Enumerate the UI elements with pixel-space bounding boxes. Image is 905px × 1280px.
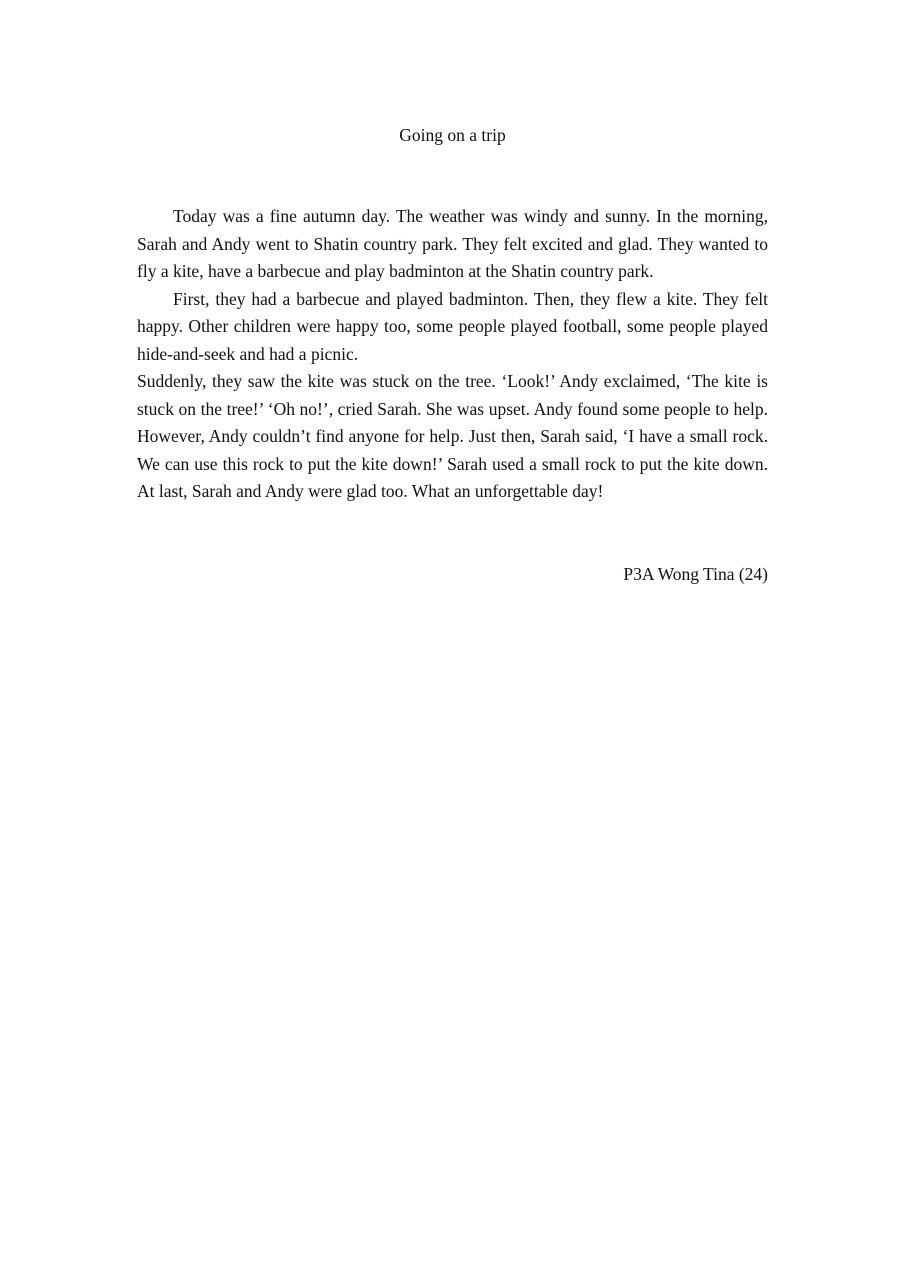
author-signature: P3A Wong Tina (24) bbox=[623, 564, 768, 584]
document-body bbox=[137, 203, 768, 506]
paragraph-2: First, they had a barbecue and played badminton. Then, they flew a kite. They felt happy. Other children were happy too, some people played football, some people played hide-and-seek and had a picnic. bbox=[137, 288, 768, 364]
paragraph-3: Suddenly, they saw the kite was stuck on the tree. ‘Look!’ Andy exclaimed, ‘The kite is stuck on the tree!’ ‘Oh no!’, cried Sarah. She was upset. Andy found some people to help. However, Andy couldn’t find anyone for help. Just then, Sarah said, ‘I have a small rock. We can use this rock to put the kite down!’ Sarah used a small rock to put the kite down. At last, Sarah and Andy were glad too. What an unforgettable day! bbox=[137, 371, 768, 501]
document-title: Going on a trip bbox=[399, 125, 506, 145]
paragraph-1: Today was a fine autumn day. The weather was windy and sunny. In the morning, Sarah and Andy went to Shatin country park. They felt excited and glad. They wanted to fly a kite, have a barbecue and play badminton at the Shatin country park. bbox=[137, 206, 768, 281]
